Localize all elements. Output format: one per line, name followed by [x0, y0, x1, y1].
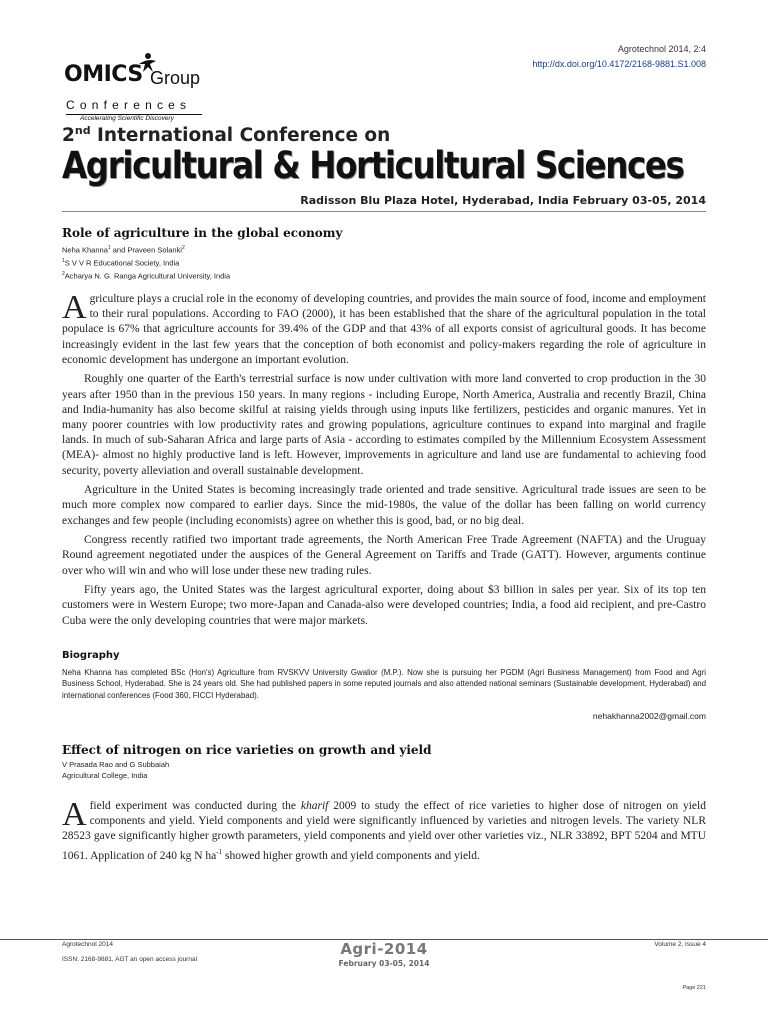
- article2-body: [62, 796, 706, 868]
- author-email[interactable]: nehakhanna2002@gmail.com: [592, 711, 706, 721]
- footer-brand-block: [0, 940, 768, 968]
- article1-paragraph: Agriculture in the United States is becoming increasingly trade oriented and trade sensitive. Agricultural trade issues are seen to be much more complex now compared to earlier days. Since the mid-1980s, the value of the dollar has been falling on world currency exchanges and few people (including economists) agree on whether this is good, bad, or no big deal.: [62, 484, 706, 527]
- dropcap: A: [62, 796, 87, 833]
- footer-journal: Agrotechnol 2014: [62, 941, 113, 948]
- article1-paragraph: Agriculture plays a crucial role in the economy of developing countries, and provides the main source of food, income and employment to their rural populations. According to FAO (2000), it has been established that the share of the agricultural population in the total populace is 67% that agriculture accounts for 39.4% of the GDP and that 43% of all exports consist of agricultural goods. It has become increasingly evident in the last few years that the conception of both economist and policy-makers regarding the role of agriculture in economic development has undergone an important evolution.: [62, 289, 706, 366]
- article1-paragraph: Fifty years ago, the United States was the largest agricultural exporter, doing about $3 billion in sales per year. Six of its top ten customers were in Western Europe; two more-Japan and Canada-also were developed countries; India, a food aid recipient, and pre-Castro Cuba were the only developing countries that were major markets.: [62, 584, 706, 627]
- logo-omics-text: OMICS: [64, 62, 143, 87]
- article1-paragraph: Roughly one quarter of the Earth's terrestrial surface is now under cultivation with more land converted to crop production in the 30 years after 1950 than in the previous 150 years. In many regions - including Europe, North America, Australia and recently Brazil, China and India-humanity has also become skilful at raising yields through using inputs like fertilizers, pesticides and organic manures. Yet in many poorer countries with low productivity rates and growing populations, agriculture continues to expand into marginal and fragile lands. In much of sub-Saharan Africa and large parts of Asia - according to estimates compiled by the Millennium Ecosystem Assessment (MEA)- almost no highly productive land is left. However, improvements in agriculture and land use are fundamental to achieving food security, poverty alleviation and overall sustainable development.: [62, 373, 706, 477]
- footer-volume: Volume 2, Issue 4: [654, 941, 706, 948]
- footer-page-number: Page 221: [682, 985, 706, 991]
- article1-authors: Neha Khanna$^1$ and Praveen Solanki$^2$ $^1$S V V R Educational Society, India $^2$Acharya N. G. Ranga Agricultural University, India: [62, 245, 231, 281]
- conference-title: Agricultural & Horticultural Sciences: [62, 144, 684, 187]
- biography-text: Neha Khanna has completed BSc (Hon's) Agriculture from RVSKVV University Gwalior (M.P.). Now she is pursuing her PGDM (Agri Business Management) from Food and Agri Business School, Hyderabad. She is 24 years old. She had published papers in some reputed journals and also attended national seminars (Sustainable development, Hyderabad) and international conferences (Food 360, FICCI Hyderabad).: [62, 668, 706, 700]
- article1-title: Role of agriculture in the global economy: [62, 226, 343, 240]
- biography-heading: Biography: [62, 650, 120, 661]
- footer-issn: ISSN: 2168-9881, AGT an open access journal: [62, 956, 198, 963]
- logo-tagline: Accelerating Scientific Discovery: [80, 115, 174, 122]
- doi-link[interactable]: http://dx.doi.org/10.4172/2168-9881.S1.008: [532, 59, 706, 69]
- footer-date: February 03-05, 2014: [338, 959, 430, 968]
- conference-subtitle: 2nd International Conference on: [62, 124, 391, 147]
- article2-paragraph: A field experiment was conducted during the kharif 2009 to study the effect of rice varieties to higher dose of nitrogen on yield components and yield. Yield components and yield were significantly influenced by varieties and nitrogen levels. The variety NLR 28523 gave significantly higher growth parameters, yield components and yield over other varieties viz., NLR 33892, BPT 5204 and MTU 1061. Application of 240 kg N $ha^{-1}$ showed higher growth and yield components and yield.: [62, 796, 706, 862]
- venue-date: Radisson Blu Plaza Hotel, Hyderabad, India February 03-05, 2014: [300, 194, 706, 207]
- article1-paragraph: Congress recently ratified two important trade agreements, the North American Free Trade Agreement (NAFTA) and the Uruguay Round agreement negotiated under the auspices of the General Agreement on Tariffs and Trade (GATT). However, arguments continue over who will win and who will lose under these new trading rules.: [62, 534, 706, 577]
- article2-authors: V Prasada Rao and G Subbaiah Agricultural College, India: [62, 760, 170, 780]
- logo-group-text: Group: [150, 68, 201, 88]
- omics-group-logo: [64, 52, 214, 124]
- logo-conferences-text: Conferences: [66, 98, 192, 112]
- dropcap: A: [62, 289, 87, 326]
- header-divider: [62, 211, 706, 212]
- article2-title: Effect of nitrogen on rice varieties on growth and yield: [62, 743, 432, 757]
- article1-body: [62, 289, 706, 633]
- citation: Agrotechnol 2014, 2:4: [617, 44, 706, 54]
- footer-brand: Agri-2014: [340, 940, 428, 958]
